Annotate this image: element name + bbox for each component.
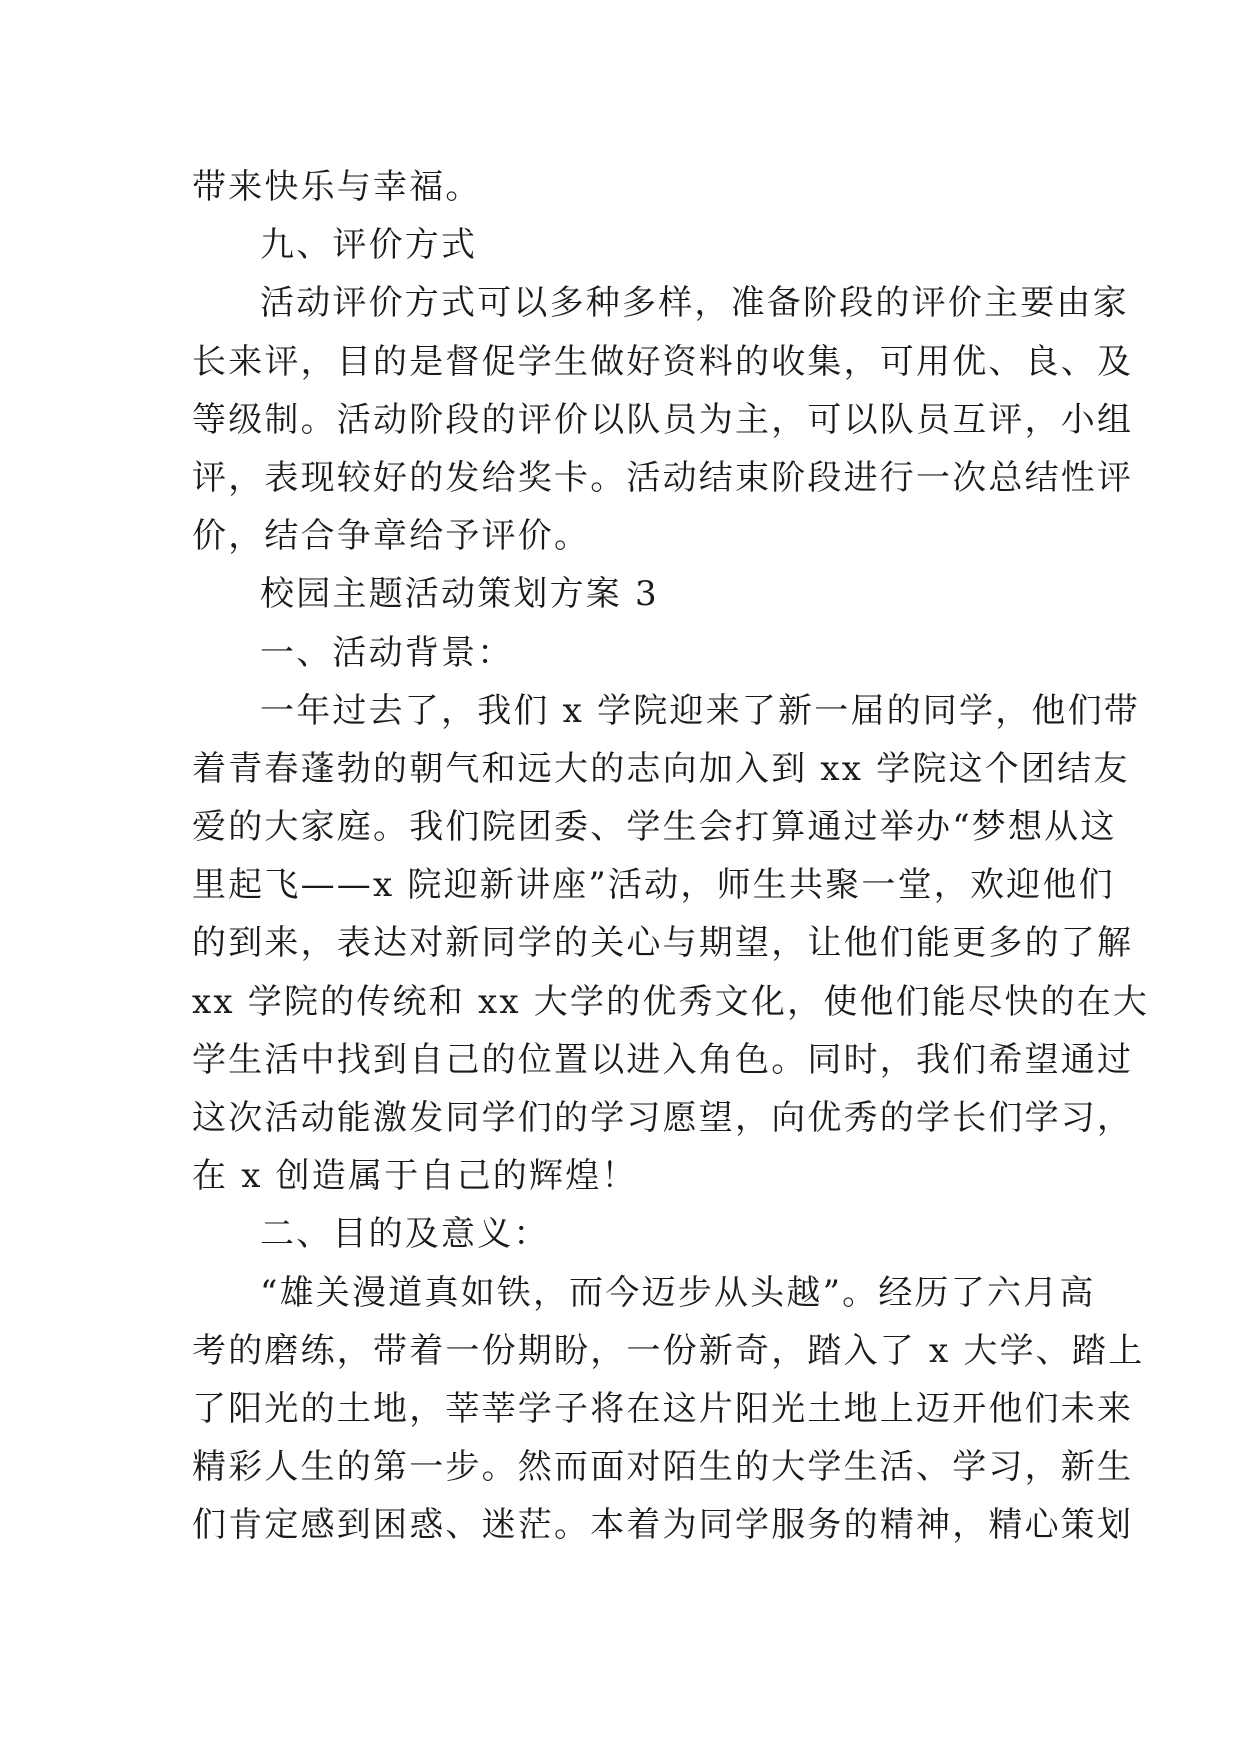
- text-line: 们肯定感到困惑、迷茫。本着为同学服务的精神，精心策划: [192, 1505, 1134, 1546]
- text-line: 带来快乐与幸福。: [192, 167, 482, 207]
- text-line: 了阳光的土地，莘莘学子将在这片阳光土地上迈开他们未来: [192, 1388, 1134, 1429]
- text-line: 的到来，表达对新同学的关心与期望，让他们能更多的了解: [192, 923, 1134, 964]
- section-heading: 一、活动背景：: [260, 632, 514, 673]
- text-line: 里起飞——x 院迎新讲座”活动，师生共聚一堂，欢迎他们: [192, 865, 1115, 906]
- section-heading: 九、评价方式: [260, 225, 478, 266]
- section-heading: 二、目的及意义：: [260, 1214, 550, 1255]
- text-line: 考的磨练，带着一份期盼，一份新奇，踏入了 x 大学、踏上: [192, 1330, 1145, 1371]
- text-line: 价，结合争章给予评价。: [192, 516, 591, 557]
- text-line: xx 学院的传统和 xx 大学的优秀文化，使他们能尽快的在大: [192, 981, 1150, 1022]
- text-line: 这次活动能激发同学们的学习愿望，向优秀的学长们学习，: [192, 1098, 1134, 1138]
- text-line: 等级制。活动阶段的评价以队员为主，可以队员互评，小组: [192, 399, 1134, 440]
- text-line: 学生活中找到自己的位置以进入角色。同时，我们希望通过: [192, 1039, 1134, 1080]
- document-title: 校园主题活动策划方案 3: [260, 574, 659, 615]
- text-line: “雄关漫道真如铁，而今迈步从头越”。经历了六月高: [260, 1272, 1096, 1313]
- text-line: 评，表现较好的发给奖卡。活动结束阶段进行一次总结性评: [192, 457, 1134, 498]
- text-line: 一年过去了，我们 x 学院迎来了新一届的同学，他们带: [260, 690, 1140, 731]
- text-line: 活动评价方式可以多种多样，准备阶段的评价主要由家: [260, 283, 1129, 324]
- text-line: 着青春蓬勃的朝气和远大的志向加入到 xx 学院这个团结友: [192, 748, 1130, 789]
- document-body: [192, 158, 1150, 1555]
- text-line: 爱的大家庭。我们院团委、学生会打算通过举办“梦想从这: [192, 807, 1117, 848]
- text-line: 精彩人生的第一步。然而面对陌生的大学生活、学习，新生: [192, 1447, 1134, 1488]
- text-line: 在 x 创造属于自己的辉煌！: [192, 1156, 638, 1197]
- text-line: 长来评，目的是督促学生做好资料的收集，可用优、良、及: [192, 341, 1134, 382]
